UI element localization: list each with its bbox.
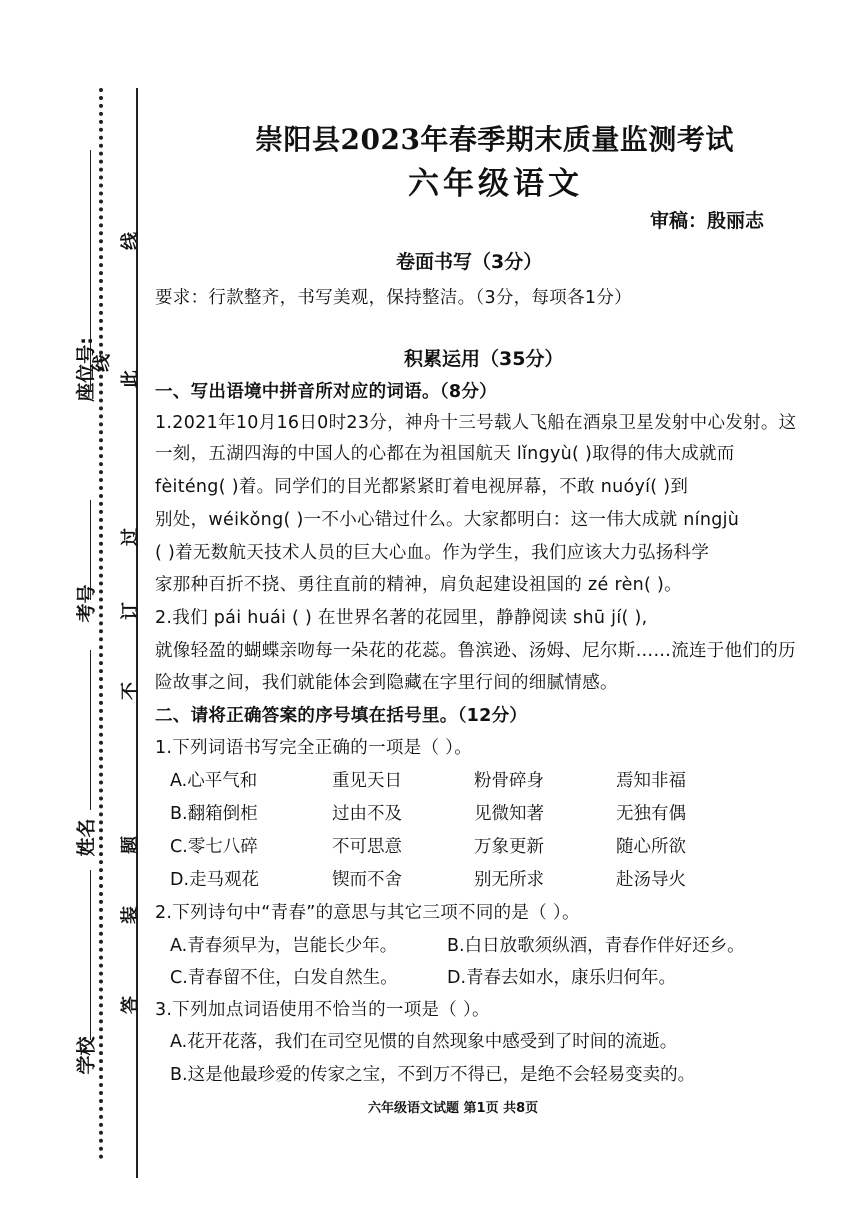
margin-char: 装 <box>120 906 141 924</box>
seat-no-label: 座位号: <box>74 337 97 402</box>
option-word: 别无所求 <box>474 870 544 890</box>
dotted-cut-line <box>99 88 103 1160</box>
part2-heading: 二、请将正确答案的序号填在括号里。（12分） <box>155 706 528 726</box>
exam-subtitle: 六年级语文 <box>408 166 583 202</box>
option-text: B.白日放歌须纵酒，青春作伴好还乡。 <box>447 936 745 956</box>
option-word: 万象更新 <box>474 837 544 857</box>
q1-option-row[interactable] <box>170 833 686 858</box>
option-word: 无独有偶 <box>616 804 686 824</box>
q1-stem: 1.下列词语书写完全正确的一项是（ ）。 <box>155 738 473 758</box>
margin-char: 不 <box>120 682 141 700</box>
q1-option-row[interactable] <box>170 866 686 891</box>
q2-option-row[interactable] <box>170 964 676 989</box>
margin-char: 订 <box>120 602 141 620</box>
handwriting-requirement: 要求：行款整齐，书写美观，保持整洁。（3分，每项各1分） <box>155 288 632 308</box>
margin-char: 答 <box>120 996 141 1014</box>
option-word: 粉骨碎身 <box>474 771 544 791</box>
reviewer: 审稿：殷丽志 <box>649 210 764 232</box>
option-text: C.青春留不住，白发自然生。 <box>170 968 398 988</box>
q1-option-row[interactable] <box>170 767 686 792</box>
margin-char: 线 <box>120 232 141 250</box>
name-label: 姓名 <box>75 818 98 857</box>
option-word: 锲而不舍 <box>332 870 402 890</box>
margin-char: 题 <box>120 836 141 854</box>
option-text: A.青春须早为，岂能长少年。 <box>170 936 398 956</box>
passage-line: 别处，wéikǒng( )一不小心错过什么。大家都明白：这一伟大成就 níngjù <box>155 510 740 530</box>
passage-line: fèiténg( )着。同学们的目光都紧紧盯着电视屏幕，不敢 nuóyí( )到 <box>155 477 689 497</box>
passage-line: 险故事之间，我们就能体会到隐藏在字里行间的细腻情感。 <box>155 673 618 693</box>
option-word: 焉知非福 <box>616 771 686 791</box>
q1-option-row[interactable] <box>170 800 686 825</box>
passage-line: 就像轻盈的蝴蝶亲吻每一朵花的花蕊。鲁滨逊、汤姆、尼尔斯……流连于他们的历 <box>155 641 796 661</box>
exam-title: 崇阳县2023年春季期末质量监测考试 <box>255 123 734 156</box>
option-word: 见微知著 <box>474 804 544 824</box>
margin-char: 线 <box>92 354 113 372</box>
option-text: D.青春去如水，康乐归何年。 <box>447 968 677 988</box>
passage-line: 家那种百折不挠、勇往直前的精神，肩负起建设祖国的 zé rèn( )。 <box>155 575 682 595</box>
margin-char: 此 <box>120 370 141 388</box>
handwriting-heading: 卷面书写（3分） <box>396 251 543 273</box>
option-word: 过由不及 <box>332 804 402 824</box>
school-blank[interactable] <box>90 870 92 1040</box>
q3-option[interactable]: A.花开花落，我们在司空见惯的自然现象中感受到了时间的流逝。 <box>170 1032 678 1052</box>
option-word: 赴汤导火 <box>616 870 686 890</box>
option-word: B.翻箱倒柜 <box>170 804 258 824</box>
option-word: 不可思意 <box>332 837 402 857</box>
margin-char: 过 <box>120 528 141 546</box>
binding-line <box>136 88 138 1178</box>
option-word: C.零七八碎 <box>170 837 258 857</box>
exam-no-label: 考号 <box>75 584 98 623</box>
binding-margin <box>0 0 150 1216</box>
passage-line: 1.2021年10月16日0时23分，神舟十三号载人飞船在酒泉卫星发射中心发射。这 <box>155 413 797 433</box>
option-word: D.走马观花 <box>170 870 260 890</box>
passage-line: 2.我们 pái huái ( ) 在世界名著的花园里，静静阅读 shū jí( ), <box>155 608 648 628</box>
q2-option-row[interactable] <box>170 932 745 957</box>
accumulation-heading: 积累运用（35分） <box>404 348 564 370</box>
page-footer: 六年级语文试题 第1页 共8页 <box>368 1101 539 1116</box>
option-word: A.心平气和 <box>170 771 258 791</box>
option-word: 随心所欲 <box>616 837 686 857</box>
part1-heading: 一、写出语境中拼音所对应的词语。（8分） <box>155 382 497 402</box>
passage-line: ( )着无数航天技术人员的巨大心血。作为学生，我们应该大力弘扬科学 <box>155 543 710 563</box>
q2-stem: 2.下列诗句中“青春”的意思与其它三项不同的是（ ）。 <box>155 903 580 923</box>
passage-line: 一刻，五湖四海的中国人的心都在为祖国航天 lǐngyù( )取得的伟大成就而 <box>155 444 735 464</box>
q3-stem: 3.下列加点词语使用不恰当的一项是（ ）。 <box>155 1000 490 1020</box>
option-word: 重见天日 <box>332 771 402 791</box>
name-blank[interactable] <box>90 650 92 810</box>
school-label: 学校 <box>75 1036 98 1075</box>
q3-option[interactable]: B.这是他最珍爱的传家之宝，不到万不得已，是绝不会轻易变卖的。 <box>170 1065 696 1085</box>
